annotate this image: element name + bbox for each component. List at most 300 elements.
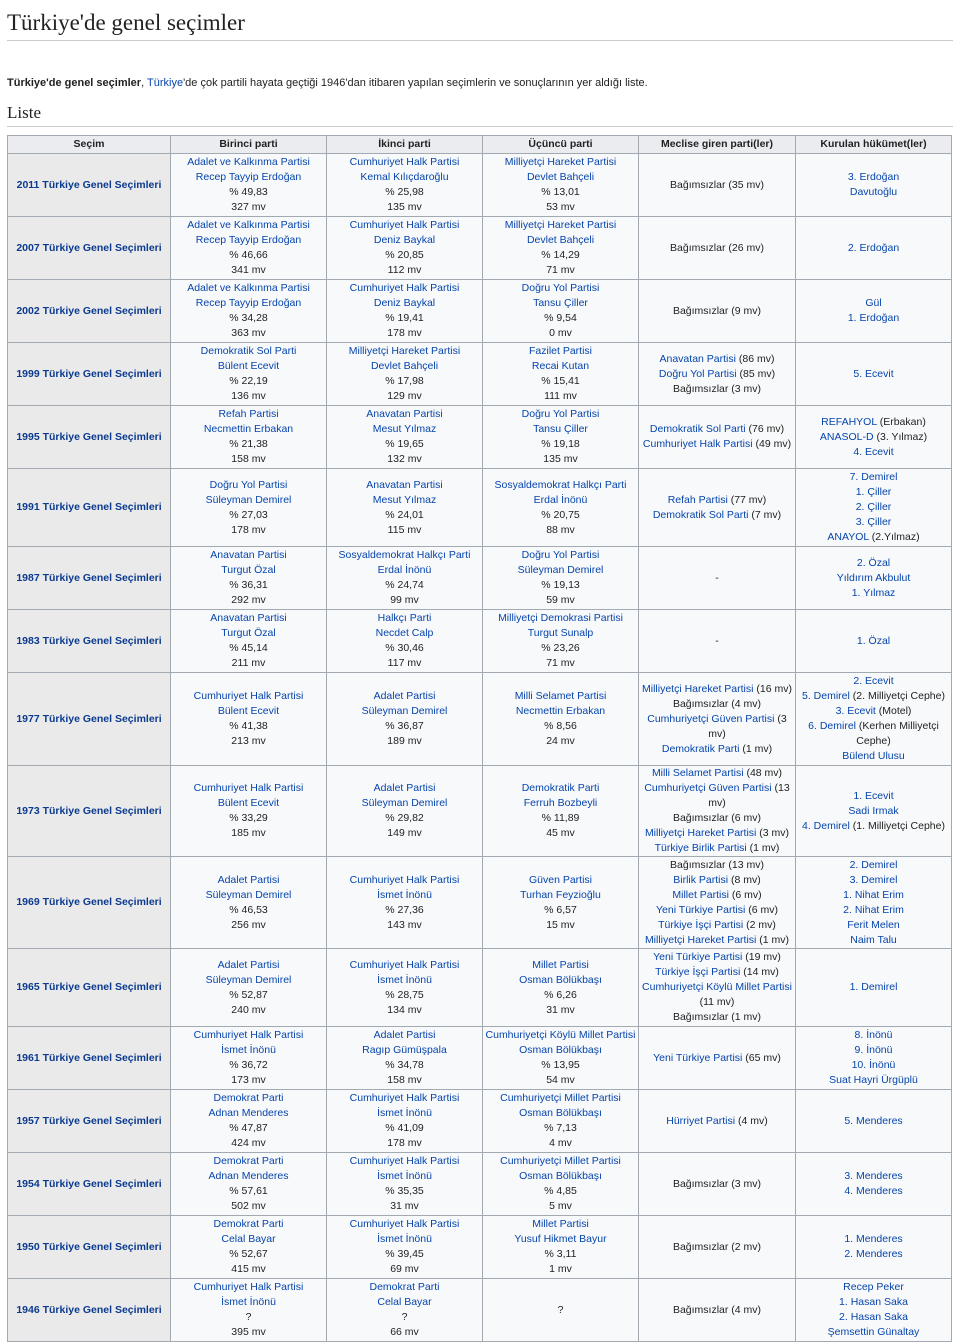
government-item xyxy=(798,689,949,704)
leader-link[interactable]: Süleyman Demirel xyxy=(361,797,448,809)
party-link[interactable]: Refah Partisi xyxy=(218,408,279,420)
government-link[interactable]: 2. Demirel xyxy=(849,858,898,871)
third-party-cell xyxy=(483,406,639,469)
leader-link[interactable]: Süleyman Demirel xyxy=(517,564,604,576)
seat-count: 4 mv xyxy=(549,1137,572,1149)
party-link[interactable]: Milliyetçi Hareket Partisi xyxy=(644,827,757,839)
party-link[interactable]: Güven Partisi xyxy=(528,873,593,886)
party-link[interactable]: Milliyetçi Hareket Partisi xyxy=(348,345,461,357)
header-ikinci-parti[interactable]: İkinci parti xyxy=(327,136,483,154)
election-link[interactable]: 1983 Türkiye Genel Seçimleri xyxy=(16,634,162,647)
government-link[interactable]: 1. Ecevit xyxy=(853,789,894,802)
seat-count: 99 mv xyxy=(390,594,419,606)
leader-link[interactable]: Tansu Çiller xyxy=(533,423,588,435)
party-link[interactable]: Anavatan Partisi xyxy=(210,549,287,561)
leader-link[interactable]: Turgut Özal xyxy=(221,627,276,639)
party-link[interactable]: Fazilet Partisi xyxy=(528,345,592,357)
party-link[interactable]: Adalet Partisi xyxy=(217,958,280,971)
government-item xyxy=(798,749,949,764)
leader-link[interactable]: Adnan Menderes xyxy=(208,1170,289,1182)
leader-link[interactable]: Mesut Yılmaz xyxy=(372,493,437,506)
item-note: (1 mv) xyxy=(739,742,773,755)
seat-count: 363 mv xyxy=(231,327,266,339)
vote-percent: ? xyxy=(245,1311,252,1323)
third-party-cell xyxy=(483,1279,639,1342)
second-party-cell xyxy=(327,280,483,343)
party-link[interactable]: Cumhuriyet Halk Partisi xyxy=(349,156,460,168)
election-link[interactable]: 1954 Türkiye Genel Seçimleri xyxy=(16,1177,162,1190)
party-link[interactable]: Adalet ve Kalkınma Partisi xyxy=(187,156,310,168)
second-party-cell xyxy=(327,154,483,217)
parliament-party-item xyxy=(641,241,793,256)
government-link[interactable]: 4. Demirel xyxy=(802,819,850,832)
party-link[interactable]: Anavatan Partisi xyxy=(366,478,443,491)
leader-link[interactable]: Necmettin Erbakan xyxy=(515,705,606,717)
seat-count: 15 mv xyxy=(546,918,575,931)
vote-percent: % 3,11 xyxy=(544,1248,577,1260)
government-link[interactable]: Suat Hayri Ürgüplü xyxy=(829,1074,918,1086)
item-note: Bağımsızlar (13 mv) xyxy=(670,858,764,871)
parliament-parties-cell xyxy=(639,280,796,343)
party-link[interactable]: Adalet ve Kalkınma Partisi xyxy=(187,282,310,294)
leader-link[interactable]: İsmet İnönü xyxy=(377,1233,432,1245)
leader-link[interactable]: Mesut Yılmaz xyxy=(372,423,437,435)
party-link[interactable]: Cumhuriyet Halk Partisi xyxy=(193,1029,304,1041)
parliament-party-item xyxy=(641,1114,793,1129)
party-link[interactable]: Millet Partisi xyxy=(532,958,589,971)
header-ucuncu-parti[interactable]: Üçüncü parti xyxy=(483,136,639,154)
item-note: (Kerhen Milliyetçi Cephe) xyxy=(856,720,939,747)
header-kurulan-hukumet[interactable]: Kurulan hükümet(ler) xyxy=(796,136,952,154)
leader-link[interactable]: Yusuf Hikmet Bayur xyxy=(514,1233,607,1245)
government-link[interactable]: 1. Demirel xyxy=(849,981,898,993)
party-link[interactable]: Doğru Yol Partisi xyxy=(521,408,600,420)
government-item xyxy=(798,719,949,749)
government-item xyxy=(798,515,949,530)
party-link[interactable]: Cumhuriyet Halk Partisi xyxy=(349,1218,460,1230)
third-party-cell xyxy=(483,343,639,406)
vote-percent: % 57,61 xyxy=(229,1185,268,1197)
seat-count: 173 mv xyxy=(231,1074,266,1086)
leader-link[interactable]: Kemal Kılıçdaroğlu xyxy=(360,171,449,183)
election-cell xyxy=(8,547,171,610)
leader-link[interactable]: Bülent Ecevit xyxy=(217,360,280,372)
seat-count: 211 mv xyxy=(231,657,266,669)
government-item xyxy=(798,415,949,430)
party-link[interactable]: Milliyetçi Demokrasi Partisi xyxy=(498,612,623,624)
item-note: (6 mv) xyxy=(745,903,778,916)
leader-link[interactable]: Erdal İnönü xyxy=(377,564,432,576)
government-link[interactable]: 3. Çiller xyxy=(855,516,892,528)
party-link[interactable]: Hürriyet Partisi xyxy=(666,1114,736,1127)
first-party-cell xyxy=(171,1027,327,1090)
government-link[interactable]: 6. Demirel xyxy=(808,720,856,732)
vote-percent: % 47,87 xyxy=(229,1122,268,1134)
government-link[interactable]: 2. Hasan Saka xyxy=(839,1311,908,1323)
party-link[interactable]: Doğru Yol Partisi xyxy=(521,282,600,294)
seat-count: 327 mv xyxy=(231,201,266,213)
election-link[interactable]: 1965 Türkiye Genel Seçimleri xyxy=(16,981,162,993)
first-party-cell xyxy=(171,547,327,610)
second-party-cell xyxy=(327,1279,483,1342)
party-link[interactable]: Anavatan Partisi xyxy=(659,352,736,365)
leader-link[interactable]: Adnan Menderes xyxy=(208,1107,289,1119)
table-row xyxy=(8,1090,952,1153)
party-link[interactable]: Doğru Yol Partisi xyxy=(521,549,600,561)
leader-link[interactable]: Süleyman Demirel xyxy=(205,973,292,986)
table-row xyxy=(8,154,952,217)
leader-link[interactable]: Recai Kutan xyxy=(531,360,590,372)
header-meclise-giren[interactable]: Meclise giren parti(ler) xyxy=(639,136,796,154)
header-birinci-parti[interactable]: Birinci parti xyxy=(171,136,327,154)
leader-link[interactable]: Necmettin Erbakan xyxy=(203,423,294,435)
party-link[interactable]: Cumhuriyet Halk Partisi xyxy=(349,958,460,971)
party-link[interactable]: Doğru Yol Partisi xyxy=(658,367,737,380)
vote-percent: % 28,75 xyxy=(385,988,424,1001)
party-link[interactable]: Millet Partisi xyxy=(532,1218,589,1230)
party-link[interactable]: Cumhuriyet Halk Partisi xyxy=(193,690,304,702)
leader-link[interactable]: İsmet İnönü xyxy=(377,1107,432,1119)
government-link[interactable]: 3. Ecevit xyxy=(835,705,876,717)
leader-link[interactable]: Osman Bölükbaşı xyxy=(519,1170,602,1182)
second-party-cell xyxy=(327,406,483,469)
election-link[interactable]: 1977 Türkiye Genel Seçimleri xyxy=(16,712,162,725)
leader-link[interactable]: Osman Bölükbaşı xyxy=(519,973,602,986)
government-item xyxy=(798,296,949,311)
government-link[interactable]: REFAHYOL xyxy=(821,415,877,428)
seat-count: 341 mv xyxy=(231,264,266,276)
government-link[interactable]: 4. Ecevit xyxy=(853,445,894,458)
parliament-party-item xyxy=(641,352,793,367)
party-link[interactable]: Türkiye İşçi Partisi xyxy=(655,966,741,978)
party-link[interactable]: Demokrat Parti xyxy=(213,1218,284,1230)
table-header-row xyxy=(8,136,952,154)
party-link[interactable]: Adalet Partisi xyxy=(373,782,436,794)
elections-table xyxy=(7,135,952,1342)
parliament-party-item xyxy=(641,933,793,948)
election-cell xyxy=(8,1027,171,1090)
leader-link[interactable]: İsmet İnönü xyxy=(221,1044,276,1056)
party-link[interactable]: Cumhuriyet Halk Partisi xyxy=(349,1155,460,1167)
parliament-party-item xyxy=(641,493,793,508)
government-item xyxy=(798,1325,949,1340)
item-note: (3 mv) xyxy=(756,827,790,839)
leader-link[interactable]: Deniz Baykal xyxy=(373,297,436,309)
table-row xyxy=(8,547,952,610)
parliament-party-item xyxy=(641,781,793,811)
header-secim[interactable]: Seçim xyxy=(8,136,171,154)
seat-count: 1 mv xyxy=(549,1263,572,1275)
party-link[interactable]: Demokratik Sol Parti xyxy=(200,345,297,357)
second-party-cell xyxy=(327,610,483,673)
party-link[interactable]: Anavatan Partisi xyxy=(210,612,287,624)
government-link[interactable]: Naim Talu xyxy=(850,933,897,946)
vote-percent: % 45,14 xyxy=(229,642,268,654)
vote-percent: % 27,03 xyxy=(229,508,268,521)
party-link[interactable]: Cumhuriyetçi Millet Partisi xyxy=(500,1155,621,1167)
election-link[interactable]: 1995 Türkiye Genel Seçimleri xyxy=(16,430,162,443)
government-link[interactable]: Ferit Melen xyxy=(847,918,900,931)
party-link[interactable]: Demokratik Parti xyxy=(661,742,740,755)
leader-link[interactable]: Süleyman Demirel xyxy=(205,888,292,901)
party-link[interactable]: Demokrat Parti xyxy=(213,1155,284,1167)
party-link[interactable]: Cumhuriyetçi Güven Partisi xyxy=(647,712,775,725)
government-link[interactable]: Gül xyxy=(865,297,882,309)
leader-link[interactable]: Recep Tayyip Erdoğan xyxy=(195,297,302,309)
item-note: (7 mv) xyxy=(748,508,782,521)
parliament-party-item xyxy=(641,1177,793,1192)
election-cell xyxy=(8,673,171,766)
leader-link[interactable]: Recep Tayyip Erdoğan xyxy=(195,234,302,246)
vote-percent: % 25,98 xyxy=(385,186,424,198)
leader-link[interactable]: Turhan Feyzioğlu xyxy=(520,888,601,901)
party-link[interactable]: Cumhuriyet Halk Partisi xyxy=(193,782,304,794)
table-row xyxy=(8,343,952,406)
government-link[interactable]: 1. Yılmaz xyxy=(851,586,896,599)
first-party-cell xyxy=(171,1090,327,1153)
government-link[interactable]: 1. Menderes xyxy=(844,1233,903,1245)
government-link[interactable]: Sadi Irmak xyxy=(848,804,899,817)
item-note: (77 mv) xyxy=(727,493,767,506)
party-link[interactable]: Refah Partisi xyxy=(667,493,728,506)
party-link[interactable]: Sosyaldemokrat Halkçı Parti xyxy=(494,478,627,491)
party-link[interactable]: Türkiye İşçi Partisi xyxy=(658,918,744,931)
parliament-party-item xyxy=(641,1240,793,1255)
election-link[interactable]: 1957 Türkiye Genel Seçimleri xyxy=(16,1114,162,1127)
government-link[interactable]: Recep Peker xyxy=(843,1281,904,1293)
party-link[interactable]: Cumhuriyet Halk Partisi xyxy=(349,1092,460,1104)
parliament-party-item xyxy=(641,918,793,933)
vote-percent: % 29,82 xyxy=(385,812,424,824)
item-note: Bağımsızlar (4 mv) xyxy=(672,697,762,710)
election-cell xyxy=(8,1153,171,1216)
leader-link[interactable]: Osman Bölükbaşı xyxy=(519,1044,602,1056)
government-link[interactable]: 1. Çiller xyxy=(855,486,892,498)
party-link[interactable]: Demokrat Parti xyxy=(369,1281,440,1293)
leader-link[interactable]: Recep Tayyip Erdoğan xyxy=(195,171,302,183)
government-link[interactable]: 7. Demirel xyxy=(849,471,898,483)
government-item xyxy=(798,586,949,601)
party-link[interactable]: Milliyetçi Hareket Partisi xyxy=(504,156,617,168)
intro-rest: 'de çok partili hayata geçtiği 1946'dan itibaren yapılan seçimlerin ve sonuçlarının yer aldığı liste. xyxy=(183,77,648,89)
parliament-party-item xyxy=(641,766,793,781)
leader-link[interactable]: Devlet Bahçeli xyxy=(370,360,439,372)
seat-count: 256 mv xyxy=(231,918,266,931)
leader-link[interactable]: Celal Bayar xyxy=(377,1296,432,1308)
seat-count: 45 mv xyxy=(546,827,575,839)
party-link[interactable]: Cumhuriyet Halk Partisi xyxy=(349,873,460,886)
party-link[interactable]: Yeni Türkiye Partisi xyxy=(656,903,746,916)
leader-link[interactable]: Turgut Sunalp xyxy=(527,627,594,639)
election-link[interactable]: 1950 Türkiye Genel Seçimleri xyxy=(16,1240,162,1253)
link-turkiye[interactable]: Türkiye xyxy=(147,77,184,89)
parliament-party-item xyxy=(641,382,793,397)
government-link[interactable]: 1. Nihat Erim xyxy=(843,888,904,901)
leader-link[interactable]: Devlet Bahçeli xyxy=(526,171,595,183)
government-item xyxy=(798,445,949,460)
leader-link[interactable]: Bülent Ecevit xyxy=(217,797,280,809)
leader-link[interactable]: Deniz Baykal xyxy=(373,234,436,246)
party-link[interactable]: Yeni Türkiye Partisi xyxy=(653,1051,743,1064)
leader-link[interactable]: Devlet Bahçeli xyxy=(526,234,595,246)
election-cell xyxy=(8,610,171,673)
government-link[interactable]: 2. Çiller xyxy=(855,501,892,513)
vote-percent: % 36,31 xyxy=(229,579,268,591)
election-link[interactable]: 1961 Türkiye Genel Seçimleri xyxy=(16,1051,162,1064)
government-link[interactable]: 3. Demirel xyxy=(849,873,898,886)
election-link[interactable]: 1987 Türkiye Genel Seçimleri xyxy=(16,571,162,584)
leader-link[interactable]: İsmet İnönü xyxy=(377,888,432,901)
third-party-cell xyxy=(483,280,639,343)
election-link[interactable]: 1973 Türkiye Genel Seçimleri xyxy=(16,804,162,817)
page-title: Türkiye'de genel seçimler xyxy=(7,0,953,41)
party-link[interactable]: Halkçı Parti xyxy=(377,612,432,624)
governments-cell xyxy=(796,217,952,280)
vote-percent: % 24,74 xyxy=(385,579,424,591)
leader-link[interactable]: Necdet Calp xyxy=(375,627,434,639)
leader-link[interactable]: Ferruh Bozbeyli xyxy=(523,797,598,809)
election-link[interactable]: 1946 Türkiye Genel Seçimleri xyxy=(16,1303,162,1316)
leader-link[interactable]: Osman Bölükbaşı xyxy=(519,1107,602,1119)
vote-percent: % 27,36 xyxy=(385,903,424,916)
party-link[interactable]: Yeni Türkiye Partisi xyxy=(653,951,743,963)
election-link[interactable]: 2002 Türkiye Genel Seçimleri xyxy=(16,304,162,317)
seat-count: 502 mv xyxy=(231,1200,266,1212)
government-link[interactable]: 1. Erdoğan xyxy=(847,312,900,324)
party-link[interactable]: Cumhuriyet Halk Partisi xyxy=(349,219,460,231)
party-link[interactable]: Demokratik Parti xyxy=(521,782,600,794)
leader-link[interactable]: Ragıp Gümüşpala xyxy=(362,1044,447,1056)
party-link[interactable]: Cumhuriyet Halk Partisi xyxy=(642,438,753,450)
leader-link[interactable]: Bülent Ecevit xyxy=(217,705,280,717)
party-link[interactable]: Milli Selamet Partisi xyxy=(651,767,744,779)
parliament-parties-cell xyxy=(639,949,796,1027)
government-link[interactable]: 2. Erdoğan xyxy=(847,241,900,254)
government-link[interactable]: Davutoğlu xyxy=(849,186,898,198)
party-link[interactable]: Cumhuriyetçi Köylü Millet Partisi xyxy=(642,981,792,993)
government-link[interactable]: 9. İnönü xyxy=(854,1044,893,1056)
leader-link[interactable]: Celal Bayar xyxy=(221,1233,276,1245)
government-link[interactable]: 2. Nihat Erim xyxy=(843,903,904,916)
government-link[interactable]: 5. Demirel xyxy=(802,690,850,702)
government-link[interactable]: 3. Erdoğan xyxy=(847,171,900,183)
election-link[interactable]: 1969 Türkiye Genel Seçimleri xyxy=(16,896,162,908)
party-link[interactable]: Sosyaldemokrat Halkçı Parti xyxy=(338,549,471,561)
party-link[interactable]: Adalet ve Kalkınma Partisi xyxy=(187,219,310,231)
government-link[interactable]: 10. İnönü xyxy=(851,1059,896,1071)
first-party-cell xyxy=(171,217,327,280)
parliament-party-item xyxy=(641,1303,793,1318)
party-link[interactable]: Milli Selamet Partisi xyxy=(514,690,607,702)
item-note: Bağımsızlar (4 mv) xyxy=(672,1303,762,1316)
leader-link[interactable]: Tansu Çiller xyxy=(533,297,588,309)
government-link[interactable]: ANASOL-D xyxy=(819,430,874,443)
parliament-party-item xyxy=(641,858,793,873)
government-link[interactable]: Yıldırım Akbulut xyxy=(836,571,911,584)
government-link[interactable]: 2. Özal xyxy=(856,556,891,569)
election-link[interactable]: 2011 Türkiye Genel Seçimleri xyxy=(16,178,162,191)
party-link[interactable]: Adalet Partisi xyxy=(373,690,436,702)
government-link[interactable]: 1. Hasan Saka xyxy=(839,1296,908,1308)
government-link[interactable]: Bülend Ulusu xyxy=(842,750,905,762)
second-party-cell xyxy=(327,857,483,949)
election-cell xyxy=(8,1279,171,1342)
party-link[interactable]: Milliyetçi Hareket Partisi xyxy=(642,682,754,695)
election-link[interactable]: 1991 Türkiye Genel Seçimleri xyxy=(16,501,162,513)
governments-cell xyxy=(796,406,952,469)
seat-count: 117 mv xyxy=(387,657,422,669)
government-link[interactable]: Şemsettin Günaltay xyxy=(827,1326,920,1338)
party-link[interactable]: Adalet Partisi xyxy=(217,873,280,886)
item-note: (Erbakan) xyxy=(876,415,926,428)
election-link[interactable]: 2007 Türkiye Genel Seçimleri xyxy=(16,241,162,254)
party-link[interactable]: Türkiye Birlik Partisi xyxy=(654,842,747,854)
party-link[interactable]: Cumhuriyet Halk Partisi xyxy=(349,282,460,294)
seat-count: 5 mv xyxy=(549,1200,572,1212)
party-link[interactable]: Demokratik Sol Parti xyxy=(649,423,746,435)
party-link[interactable]: Demokratik Sol Parti xyxy=(652,508,749,521)
government-link[interactable]: 1. Özal xyxy=(856,634,891,647)
election-link[interactable]: 1999 Türkiye Genel Seçimleri xyxy=(16,367,162,380)
parliament-parties-cell xyxy=(639,547,796,610)
leader-link[interactable]: İsmet İnönü xyxy=(377,1170,432,1182)
party-link[interactable]: Millet Partisi xyxy=(672,888,729,901)
party-link[interactable]: Anavatan Partisi xyxy=(366,408,443,420)
leader-link[interactable]: İsmet İnönü xyxy=(221,1296,276,1308)
election-cell xyxy=(8,154,171,217)
governments-cell xyxy=(796,154,952,217)
government-link[interactable]: ANAYOL xyxy=(827,531,869,543)
item-note: (2 mv) xyxy=(743,918,776,931)
leader-link[interactable]: İsmet İnönü xyxy=(377,973,432,986)
seat-count: 143 mv xyxy=(387,918,422,931)
party-link[interactable]: Adalet Partisi xyxy=(373,1029,436,1041)
leader-link[interactable]: Süleyman Demirel xyxy=(361,705,448,717)
government-link[interactable]: 8. İnönü xyxy=(854,1029,893,1041)
leader-link[interactable]: Süleyman Demirel xyxy=(205,493,292,506)
parliament-parties-cell xyxy=(639,1027,796,1090)
government-link[interactable]: 5. Menderes xyxy=(844,1114,903,1127)
parliament-party-item xyxy=(641,508,793,523)
vote-percent: % 6,57 xyxy=(544,903,577,916)
government-link[interactable]: 2. Ecevit xyxy=(853,675,894,687)
election-cell xyxy=(8,1216,171,1279)
government-link[interactable]: 2. Menderes xyxy=(844,1248,903,1260)
party-link[interactable]: Cumhuriyetçi Millet Partisi xyxy=(500,1092,621,1104)
leader-link[interactable]: Erdal İnönü xyxy=(533,493,588,506)
government-item xyxy=(798,430,949,445)
party-link[interactable]: Cumhuriyetçi Güven Partisi xyxy=(644,782,772,794)
governments-cell xyxy=(796,766,952,857)
governments-cell xyxy=(796,547,952,610)
party-link[interactable]: Milliyetçi Hareket Partisi xyxy=(504,219,617,231)
government-link[interactable]: 3. Menderes xyxy=(844,1170,903,1182)
party-link[interactable]: Cumhuriyet Halk Partisi xyxy=(193,1281,304,1293)
government-link[interactable]: 4. Menderes xyxy=(844,1185,903,1197)
party-link[interactable]: Demokrat Parti xyxy=(213,1092,284,1104)
party-link[interactable]: Milliyetçi Hareket Partisi xyxy=(644,933,757,946)
leader-link[interactable]: Turgut Özal xyxy=(221,564,276,576)
first-party-cell xyxy=(171,343,327,406)
party-link[interactable]: Cumhuriyetçi Köylü Millet Partisi xyxy=(485,1029,636,1041)
party-link[interactable]: Birlik Partisi xyxy=(673,873,729,886)
party-link[interactable]: Doğru Yol Partisi xyxy=(209,478,288,491)
parliament-party-item xyxy=(641,980,793,1010)
item-note: (13 mv) xyxy=(708,782,790,809)
seat-count: 129 mv xyxy=(387,390,422,402)
vote-percent: % 41,09 xyxy=(385,1122,424,1134)
government-link[interactable]: 5. Ecevit xyxy=(853,367,894,380)
